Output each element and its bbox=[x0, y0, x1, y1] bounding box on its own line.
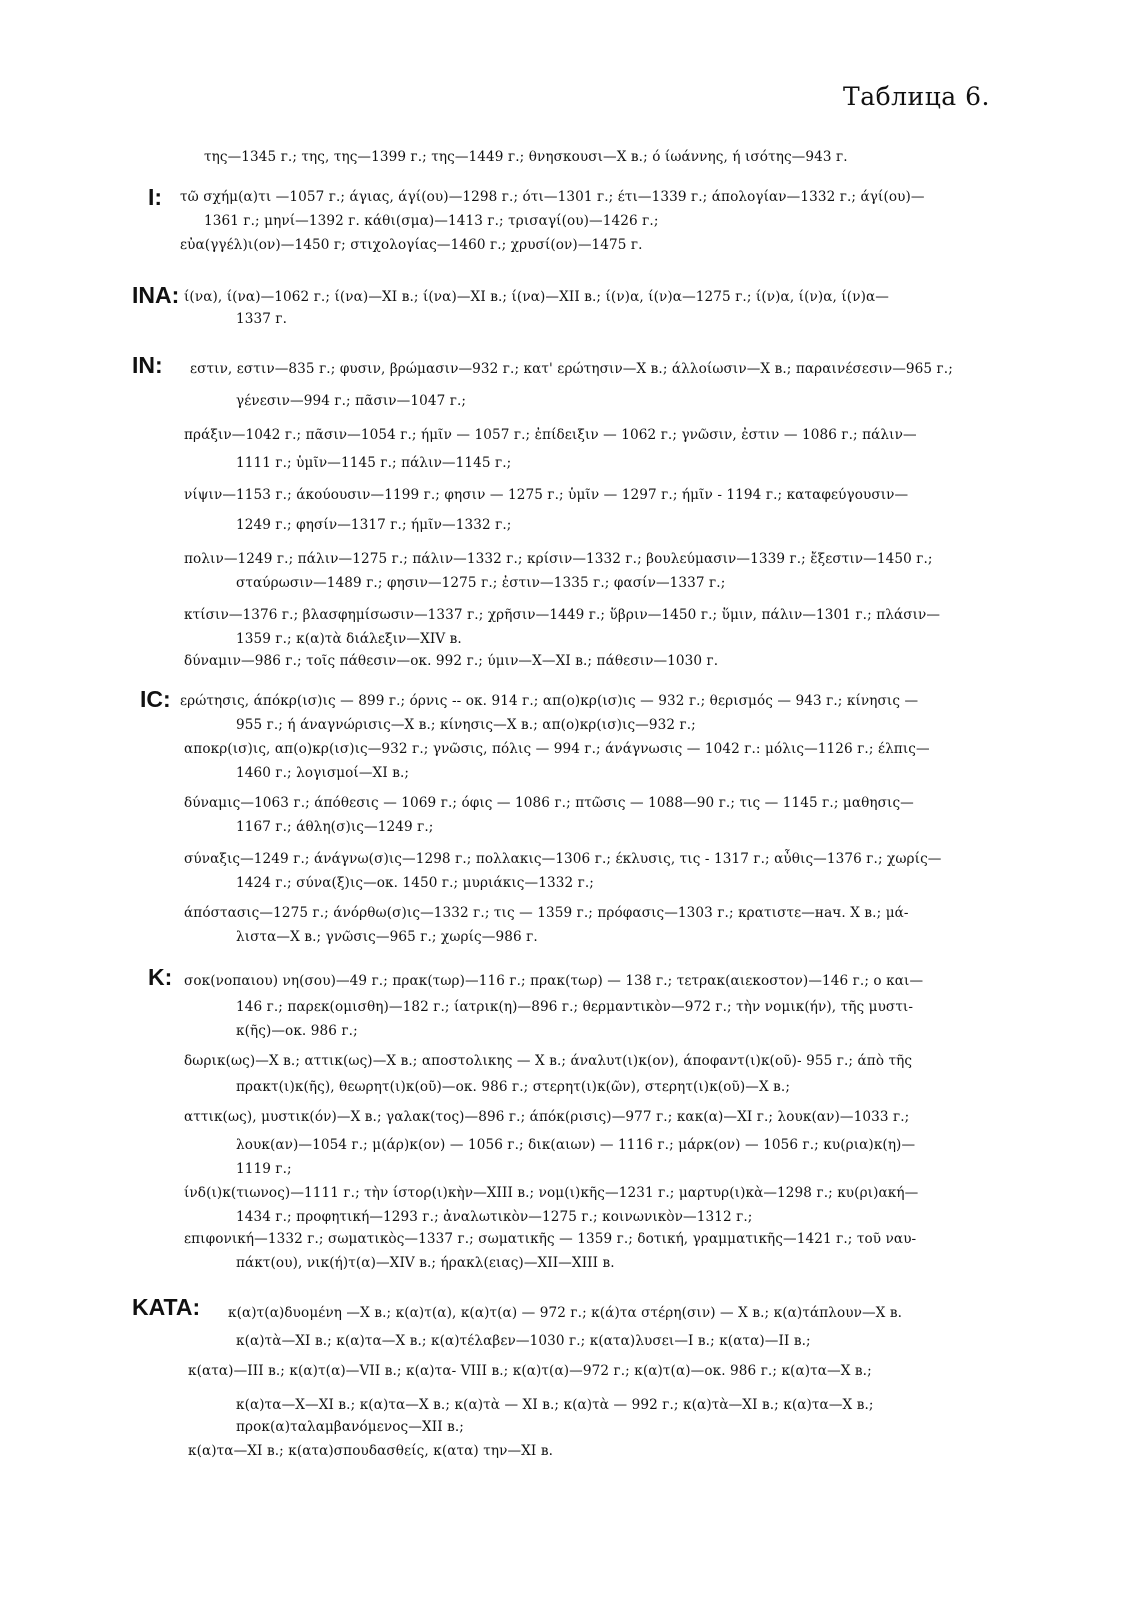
entry-line: κ(ατα)—III в.; κ(α)τ(α)—VII в.; κ(α)τα- VIII в.; κ(α)τ(α)—972 г.; κ(α)τ(α)—ок. 986 г.; κ(α)τα—X в.; bbox=[188, 1363, 872, 1379]
entry-line: ίνδ(ι)κ(τιωνος)—1111 г.; τὴν ίστορ(ι)κὴν—XIII в.; νομ(ι)κῆς—1231 г.; μαρτυρ(ι)κὰ—1298 г.; κυ(ρι)ακή— bbox=[184, 1185, 919, 1201]
section-label: K: bbox=[148, 964, 173, 990]
entry-line: δύναμιν—986 г.; τοῖς πάθεσιν—ок. 992 г.; ύμιν—X—XI в.; πάθεσιν—1030 г. bbox=[184, 653, 719, 669]
entry-line: κ(α)τὰ—XI в.; κ(α)τα—X в.; κ(α)τέλαβεν—1030 г.; κ(ατα)λυσει—I в.; κ(ατα)—II в.; bbox=[236, 1333, 811, 1349]
entry-line: 146 г.; παρεκ(ομισθη)—182 г.; ίατρικ(η)—896 г.; θερμαντικὸν—972 г.; τὴν νομικ(ήν), τῆς μυστι- bbox=[236, 999, 914, 1015]
entry-line: 1361 г.; μηνί—1392 г. κάθι(σμα)—1413 г.; τρισαγί(ου)—1426 г.; bbox=[204, 213, 659, 229]
entry-line: αποκρ(ισ)ις, απ(ο)κρ(ισ)ις—932 г.; γνῶσις, πόλις — 994 г.; άνάγνωσις — 1042 г.: μόλις—1126 г.; έλπις— bbox=[184, 741, 930, 757]
entry-line: πάκτ(ου), νικ(ή)τ(α)—XIV в.; ήρακλ(ειας)—XII—XIII в. bbox=[236, 1255, 615, 1271]
entry-line: 1111 г.; ὑμῖν—1145 г.; πάλιν—1145 г.; bbox=[236, 455, 512, 471]
entry-line: σοκ(νοπαιου) νη(σου)—49 г.; πρακ(τωρ)—116 г.; πρακ(τωρ) — 138 г.; τετρακ(αιεκοστον)—146 г.; ο και— bbox=[184, 973, 924, 989]
entry-line: 1337 г. bbox=[236, 311, 288, 327]
entry-line: εστιν, εστιν—835 г.; φυσιν, βρώμασιν—932 г.; κατ' ερώτησιν—X в.; άλλοίωσιν—X в.; παραινέσεσιν—965 г.; bbox=[190, 361, 953, 377]
section-label: INA: bbox=[132, 282, 180, 308]
entry-line: λουκ(αν)—1054 г.; μ(άρ)κ(ον) — 1056 г.; δικ(αιων) — 1116 г.; μάρκ(ον) — 1056 г.; κυ(ρια)κ(η)— bbox=[236, 1137, 916, 1153]
entry-line: λιστα—X в.; γνῶσις—965 г.; χωρίς—986 г. bbox=[236, 929, 538, 945]
entry-line: προκ(α)ταλαμβανόμενος—XII в.; bbox=[236, 1419, 464, 1435]
entry-line: 1167 г.; άθλη(σ)ις—1249 г.; bbox=[236, 819, 434, 835]
entry-line: πράξιν—1042 г.; πᾶσιν—1054 г.; ήμῖν — 1057 г.; ἐπίδειξιν — 1062 г.; γνῶσιν, ἐστιν — 1086 г.; πάλιν— bbox=[184, 427, 917, 443]
entry-line: 1460 г.; λογισμοί—XI в.; bbox=[236, 765, 410, 781]
entry-line: επιφονική—1332 г.; σωματικὸς—1337 г.; σωματικῆς — 1359 г.; δοτική, γραμματικῆς—1421 г.; τοῦ ναυ- bbox=[184, 1231, 917, 1247]
entry-line: άπόστασις—1275 г.; άνόρθω(σ)ις—1332 г.; τις — 1359 г.; πρόφασις—1303 г.; κρατιστε—нач. X в.; μά- bbox=[184, 905, 909, 921]
entry-line: τῶ σχήμ(α)τι —1057 г.; άγιας, άγί(ου)—1298 г.; ότι—1301 г.; έτι—1339 г.; άπολογίαν—1332 г.; άγί(ου)— bbox=[180, 189, 925, 205]
entry-line: αττικ(ως), μυστικ(όν)—X в.; γαλακ(τος)—896 г.; άπόκ(ρισις)—977 г.; κακ(α)—XI г.; λουκ(αν)—1033 г.; bbox=[184, 1109, 910, 1125]
entry-line: 1434 г.; προφητική—1293 г.; ἀναλωτικὸν—1275 г.; κοινωνικὸν—1312 г.; bbox=[236, 1209, 753, 1225]
entry-line: 1359 г.; κ(α)τὰ διάλεξιν—XIV в. bbox=[236, 631, 462, 647]
entry-line: δύναμις—1063 г.; άπόθεσις — 1069 г.; όφις — 1086 г.; πτῶσις — 1088—90 г.; τις — 1145 г.; μαθησις— bbox=[184, 795, 914, 811]
entry-line: γένεσιν—994 г.; πᾶσιν—1047 г.; bbox=[236, 393, 467, 409]
entry-line: εὐα(γγέλ)ι(ον)—1450 г; στιχολογίας—1460 г.; χρυσί(ον)—1475 г. bbox=[180, 237, 643, 253]
entry-line: δωρικ(ως)—X в.; αττικ(ως)—X в.; αποστολικης — X в.; άναλυτ(ι)κ(ον), άποφαντ(ι)κ(οῦ)- 955 г.; άπὸ τῆς bbox=[184, 1053, 913, 1069]
entry-line: σταύρωσιν—1489 г.; φησιν—1275 г.; ἐστιν—1335 г.; φασίν—1337 г.; bbox=[236, 575, 726, 591]
section-label: IN: bbox=[132, 352, 163, 378]
entry-line: ί(να), ί(να)—1062 г.; ί(να)—XI в.; ί(να)—XI в.; ί(να)—XII в.; ί(ν)α, ί(ν)α—1275 г.; ί(ν)α, ί(ν)α, ί(ν)α— bbox=[184, 289, 889, 305]
entry-line: 955 г.; ή άναγνώρισις—X в.; κίνησις—X в.; απ(ο)κρ(ισ)ις—932 г.; bbox=[236, 717, 696, 733]
section-label: IC: bbox=[140, 686, 171, 712]
section-label: I: bbox=[148, 184, 163, 210]
entry-line: 1119 г.; bbox=[236, 1161, 292, 1177]
entry-line: ερώτησις, άπόκρ(ισ)ις — 899 г.; όρνις -- ок. 914 г.; απ(ο)κρ(ισ)ις — 932 г.; θερισμός — 943 г.; κίνησις — bbox=[180, 693, 919, 709]
entry-line: κ(α)τα—XI в.; κ(ατα)σπουδασθείς, κ(ατα) την—XI в. bbox=[188, 1443, 553, 1459]
entry-line: σύναξις—1249 г.; άνάγνω(σ)ις—1298 г.; πολλακις—1306 г.; έκλυσις, τις - 1317 г.; αὖθις—1376 г.; χωρίς— bbox=[184, 851, 942, 867]
entry-line: πολιν—1249 г.; πάλιν—1275 г.; πάλιν—1332 г.; κρίσιν—1332 г.; βουλεύμασιν—1339 г.; ἔξεστιν—1450 г.; bbox=[184, 551, 933, 567]
entry-line: κτίσιν—1376 г.; βλασφημίσωσιν—1337 г.; χρῆσιν—1449 г.; ὕβριν—1450 г.; ὕμιν, πάλιν—1301 г.; πλάσιν— bbox=[184, 607, 941, 623]
entry-line: κ(α)τα—X—XI в.; κ(α)τα—X в.; κ(α)τὰ — XI в.; κ(α)τὰ — 992 г.; κ(α)τὰ—XI в.; κ(α)τα—X в.; bbox=[236, 1397, 874, 1413]
page-title: Таблица 6. bbox=[843, 82, 990, 111]
entry-line: νίψιν—1153 г.; άκούουσιν—1199 г.; φησιν — 1275 г.; ὑμῖν — 1297 г.; ήμῖν - 1194 г.; καταφεύγουσιν— bbox=[184, 487, 909, 503]
entry-line: κ(ῆς)—ок. 986 г.; bbox=[236, 1023, 358, 1039]
entry-line: 1424 г.; σύνα(ξ)ις—ок. 1450 г.; μυριάκις—1332 г.; bbox=[236, 875, 594, 891]
intro-line: της—1345 г.; της, της—1399 г.; της—1449 г.; θνησκουσι—X в.; ό ίωάννης, ή ισότης—943 г. bbox=[204, 149, 848, 165]
entry-line: 1249 г.; φησίν—1317 г.; ήμῖν—1332 г.; bbox=[236, 517, 512, 533]
entry-line: πρακτ(ι)κ(ῆς), θεωρητ(ι)κ(οῦ)—ок. 986 г.; στερητ(ι)κ(ῶν), στερητ(ι)κ(οῦ)—X в.; bbox=[236, 1079, 791, 1095]
section-label: KATA: bbox=[132, 1294, 201, 1320]
entry-line: κ(α)τ(α)δυομένη —X в.; κ(α)τ(α), κ(α)τ(α) — 972 г.; κ(ά)τα στέρη(σιν) — X в.; κ(α)τάπλουν—X в. bbox=[228, 1305, 903, 1321]
